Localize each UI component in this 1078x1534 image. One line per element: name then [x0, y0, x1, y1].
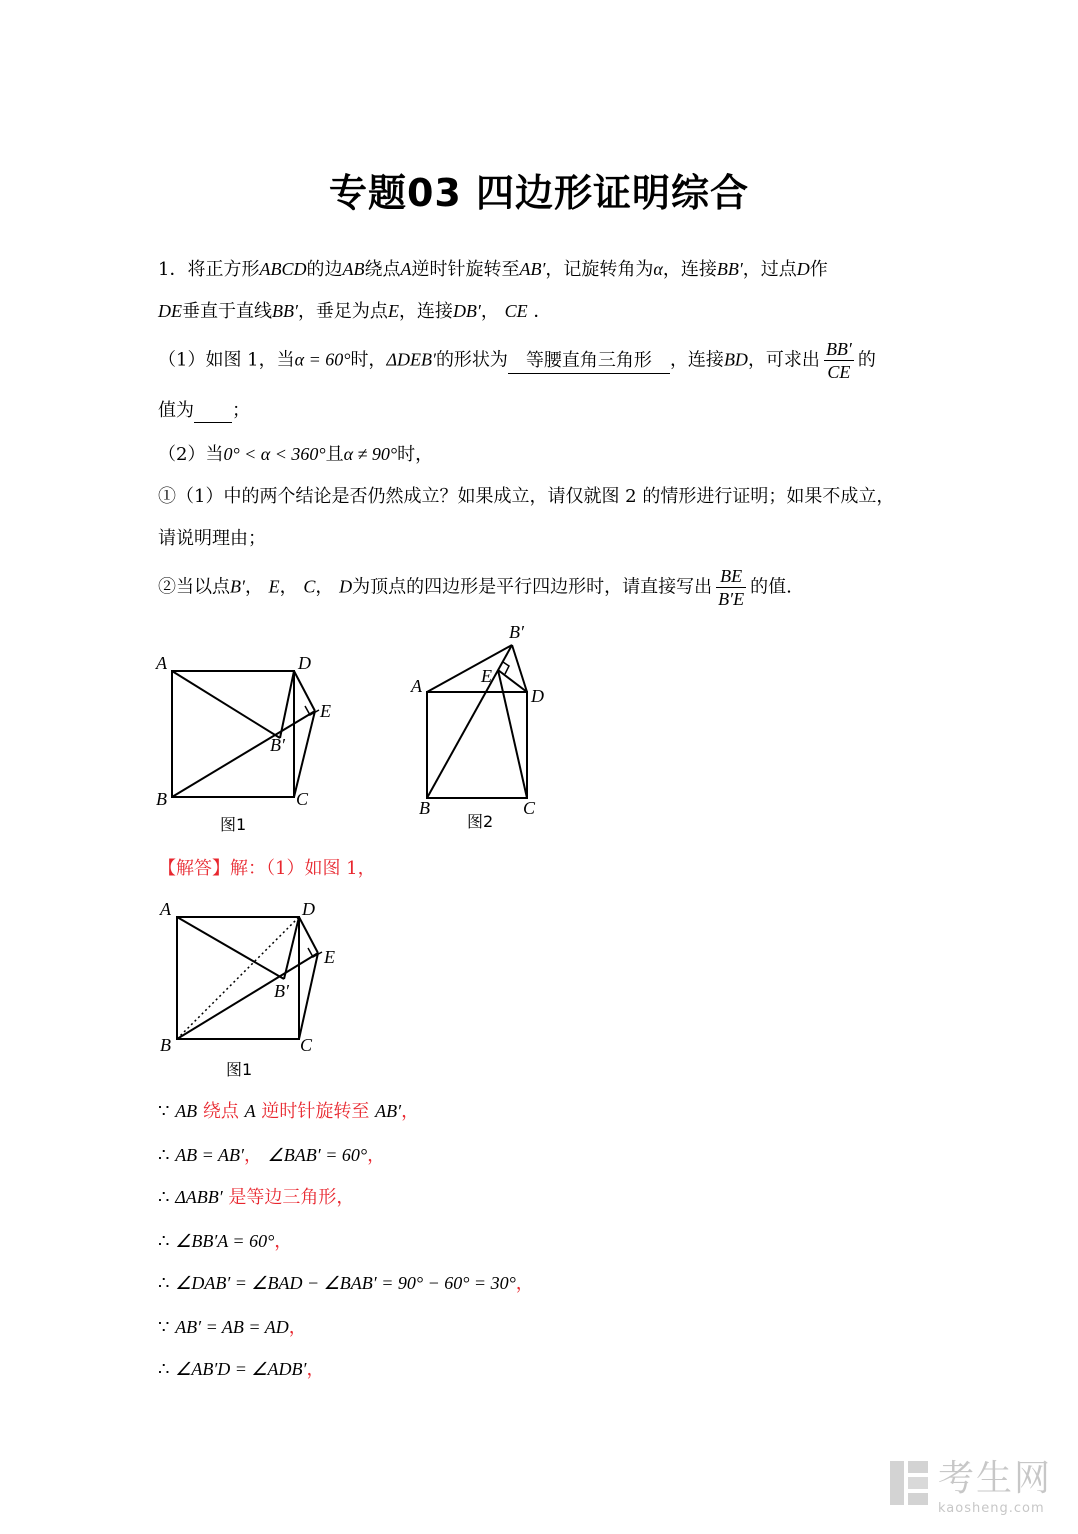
watermark-logo-icon [888, 1459, 930, 1507]
solution-figure-caption: 图1 [226, 1060, 253, 1079]
label-b-prime: B′ [274, 981, 289, 1001]
label-c: C [523, 798, 536, 818]
label-a: A [156, 653, 167, 673]
solution-step-5: ∴ ∠DAB′ = ∠BAD − ∠BAB′ = 90° − 60° = 30°， [158, 1273, 534, 1294]
label-d: D [298, 653, 311, 673]
solution-step-2: ∴ AB = AB′， ∠BAB′ = 60°， [158, 1145, 386, 1166]
answer-blank [194, 404, 232, 423]
fraction-bb-ce: $\frac{BB'}{CE}$ [825, 339, 852, 382]
fraction-be-bpe: $\frac{BE}{B'E}$ [718, 566, 745, 609]
label-d: D [302, 899, 315, 919]
label-b: B [156, 789, 167, 809]
problem-line-1: 1．将正方形ABCD的边AB绕点A逆时针旋转至AB′，记旋转角为α，连接BB′，过点D作 [158, 259, 828, 280]
label-d: D [531, 686, 544, 706]
page-title: 专题03 四边形证明综合 [328, 171, 750, 215]
question-2-part-1: ①（1）中的两个结论是否仍然成立？如果成立，请仅就图 2 的情形进行证明；如果不成立， [158, 486, 895, 507]
answer-underline: 等腰直角三角形 [508, 349, 670, 374]
label-e: E [481, 666, 492, 686]
solution-step-7: ∴ ∠AB′D = ∠ADB′， [158, 1359, 325, 1380]
label-b-prime: B′ [270, 735, 285, 755]
solution-step-6: ∵ AB′ = AB = AD， [158, 1317, 307, 1338]
watermark-brand: 考生网 [937, 1458, 1052, 1499]
problem-line-2: DE垂直于直线BB′，垂足为点E，连接DB′， CE ． [158, 301, 552, 322]
solution-step-3: ∴ ΔABB′ 是等边三角形， [158, 1187, 355, 1208]
watermark [888, 1450, 1052, 1516]
solution-step-4: ∴ ∠BB′A = 60°， [158, 1231, 293, 1252]
figure-2-caption: 图2 [467, 812, 494, 831]
solution-header: 【解答】解：（1）如图 1， [158, 858, 376, 879]
question-2-part-1-cont: 请说明理由； [158, 528, 266, 549]
question-2-part-2: ②当以点B′， E， C， D为顶点的四边形是平行四边形时，请直接写出 $\frac{BE}{B'E}$ 的值. [158, 566, 792, 609]
question-2: （2）当0° < α < 360°且α ≠ 90°时， [158, 444, 434, 465]
label-e: E [320, 701, 331, 721]
figure-1 [150, 645, 350, 840]
question-1-blank-line: 值为 ； [158, 400, 250, 421]
label-a: A [160, 899, 171, 919]
label-b: B [160, 1035, 171, 1055]
label-e: E [324, 947, 335, 967]
question-1: （1）如图 1，当α = 60°时，ΔDEB′的形状为 等腰直角三角形 ，连接BD，可求出 $\frac{BB'}{CE}$ 的 [158, 339, 876, 382]
solution-figure [150, 893, 350, 1083]
figure-2 [405, 620, 565, 835]
watermark-url: kaosheng.com [937, 1501, 1045, 1516]
label-b: B [419, 798, 430, 818]
label-c: C [300, 1035, 313, 1055]
figure-1-caption: 图1 [220, 815, 247, 834]
label-a: A [411, 676, 422, 696]
label-b-prime: B′ [509, 622, 524, 642]
solution-step-1: ∵ AB 绕点 A 逆时针旋转至 AB′， [158, 1101, 420, 1122]
label-c: C [296, 789, 309, 809]
